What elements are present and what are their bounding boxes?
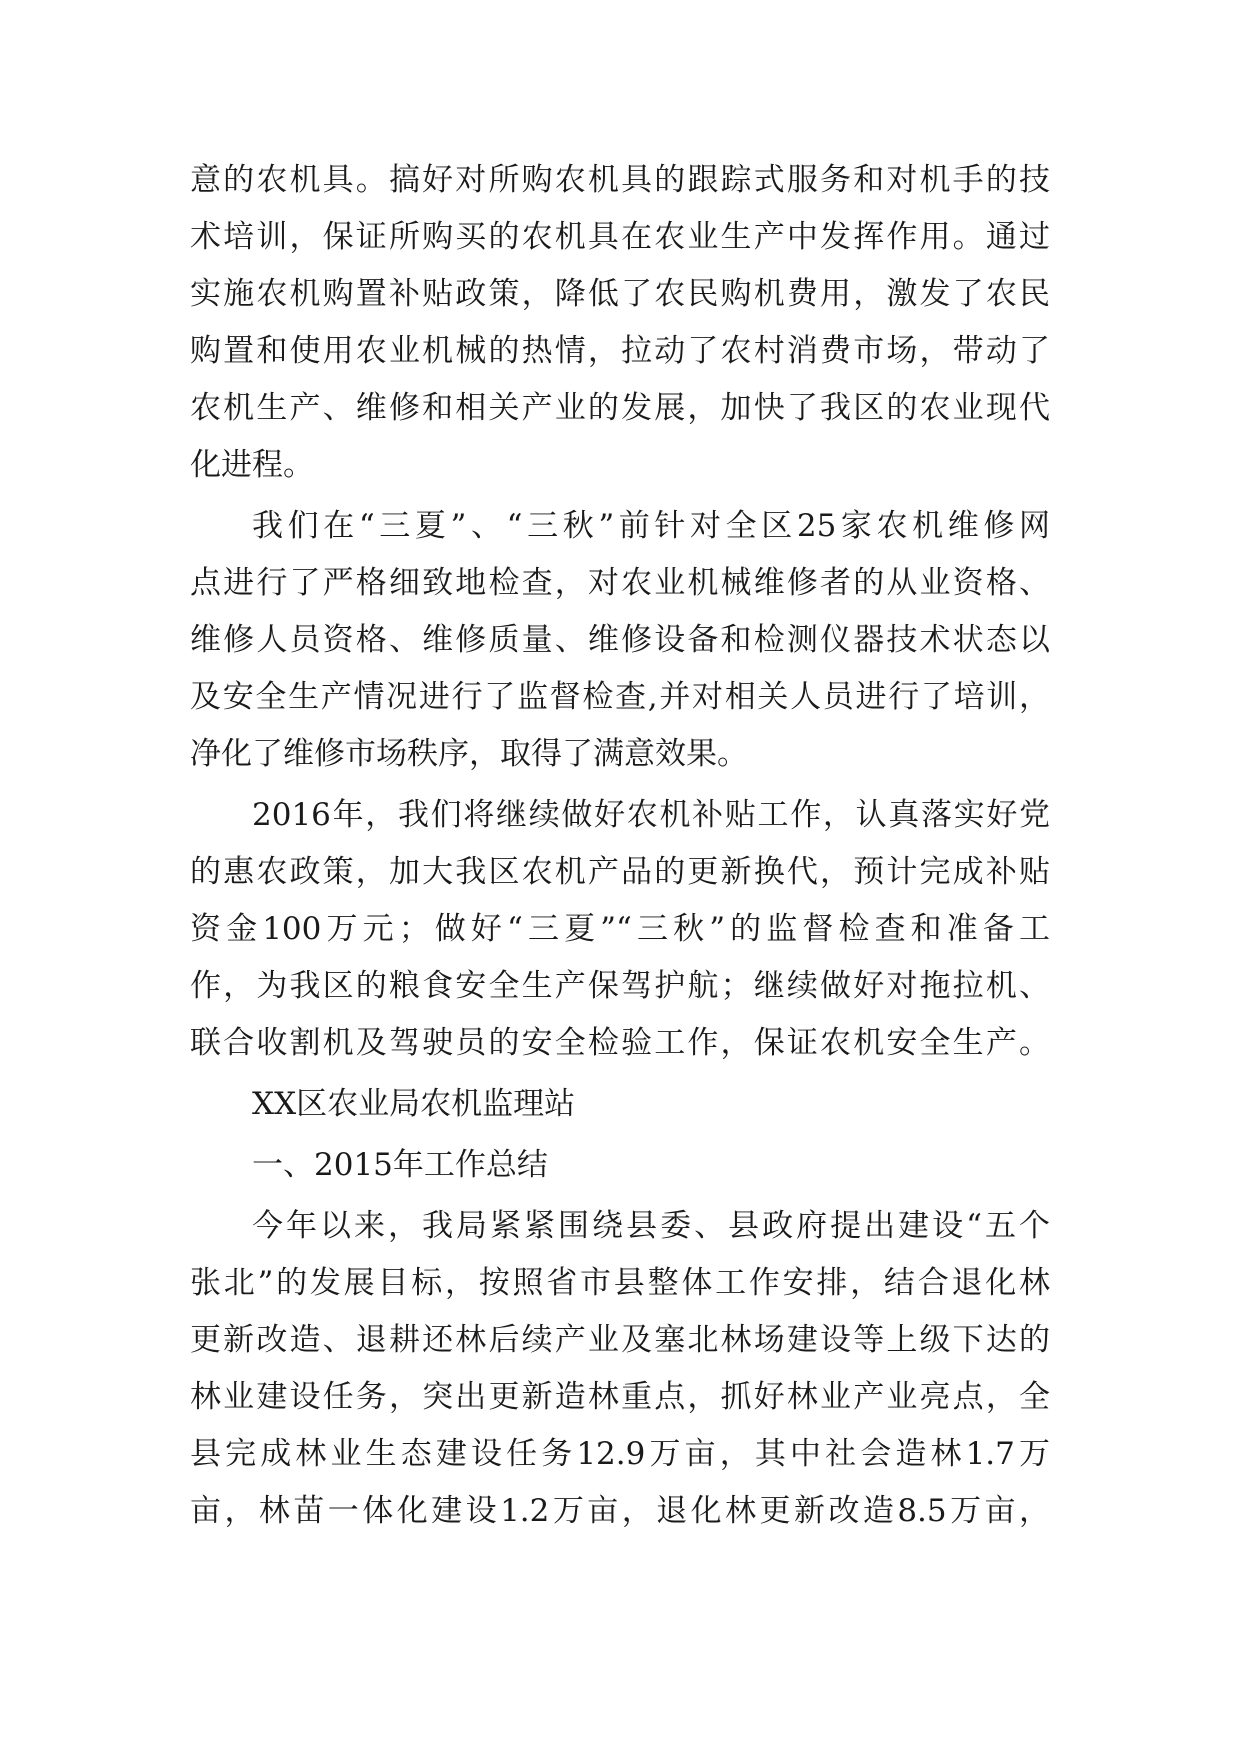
section-heading bbox=[190, 1137, 1050, 1194]
text-line: 作，为我区的粮食安全生产保驾护航；继续做好对拖拉机、 bbox=[190, 968, 1050, 1004]
text-line: 林业建设任务，突出更新造林重点，抓好林业产业亮点，全 bbox=[190, 1379, 1050, 1415]
text-line: 联合收割机及驾驶员的安全检验工作，保证农机安全生产。 bbox=[190, 1025, 1050, 1061]
organization-name: XX区农业局农机监理站 bbox=[252, 1086, 576, 1122]
text-line: 维修人员资格、维修质量、维修设备和检测仪器技术状态以 bbox=[190, 622, 1050, 658]
paragraph bbox=[190, 787, 1050, 1072]
text-line: 净化了维修市场秩序，取得了满意效果。 bbox=[190, 736, 748, 772]
text-line: 张北”的发展目标，按照省市县整体工作安排，结合退化林 bbox=[190, 1265, 1050, 1301]
text-line: 资金100万元；做好“三夏”“三秋”的监督检查和准备工 bbox=[190, 911, 1050, 947]
text-line: 意的农机具。搞好对所购农机具的跟踪式服务和对机手的技 bbox=[190, 162, 1050, 198]
text-line: 县完成林业生态建设任务12.9万亩，其中社会造林1.7万 bbox=[190, 1436, 1050, 1472]
text-line: 亩，林苗一体化建设1.2万亩，退化林更新改造8.5万亩， bbox=[190, 1493, 1050, 1529]
paragraph bbox=[190, 152, 1050, 494]
heading-text: 一、2015年工作总结 bbox=[252, 1147, 548, 1183]
signature-line bbox=[190, 1076, 1050, 1133]
text-line: 农机生产、维修和相关产业的发展，加快了我区的农业现代 bbox=[190, 390, 1050, 426]
text-line: 今年以来，我局紧紧围绕县委、县政府提出建设“五个 bbox=[252, 1208, 1050, 1244]
text-line: 及安全生产情况进行了监督检查,并对相关人员进行了培训， bbox=[190, 679, 1050, 715]
text-line: 化进程。 bbox=[190, 447, 314, 483]
text-line: 术培训，保证所购买的农机具在农业生产中发挥作用。通过 bbox=[190, 219, 1050, 255]
text-line: 的惠农政策，加大我区农机产品的更新换代，预计完成补贴 bbox=[190, 854, 1050, 890]
text-line: 点进行了严格细致地检查，对农业机械维修者的从业资格、 bbox=[190, 565, 1050, 601]
text-line: 实施农机购置补贴政策，降低了农民购机费用，激发了农民 bbox=[190, 276, 1050, 312]
paragraph bbox=[190, 498, 1050, 783]
paragraph bbox=[190, 1198, 1050, 1540]
text-line: 更新改造、退耕还林后续产业及塞北林场建设等上级下达的 bbox=[190, 1322, 1050, 1358]
text-line: 购置和使用农业机械的热情，拉动了农村消费市场，带动了 bbox=[190, 333, 1050, 369]
text-line: 2016年，我们将继续做好农机补贴工作，认真落实好党 bbox=[252, 797, 1050, 833]
text-line: 我们在“三夏”、“三秋”前针对全区25家农机维修网 bbox=[252, 508, 1050, 544]
document-body bbox=[190, 152, 1050, 1540]
